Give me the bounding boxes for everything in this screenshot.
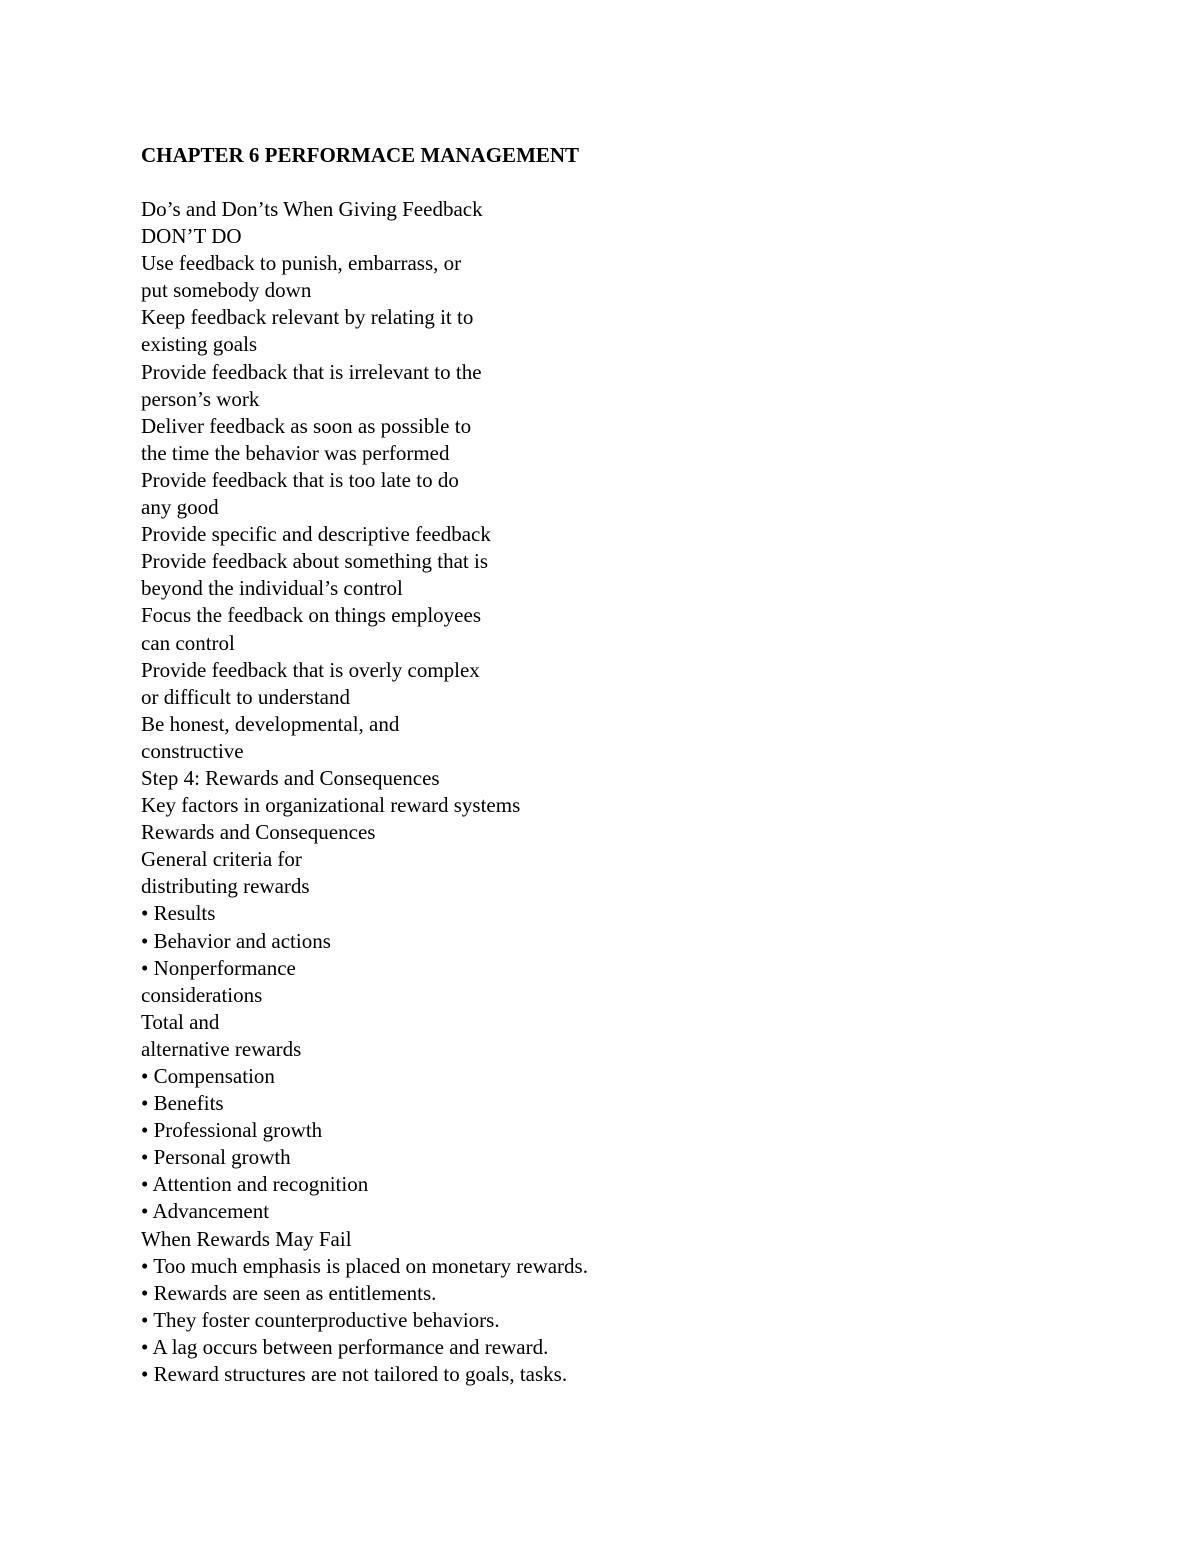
text-line: Be honest, developmental, and: [141, 711, 400, 736]
text-line: Use feedback to punish, embarrass, or: [141, 251, 462, 276]
text-line: Provide feedback that is overly complex: [141, 657, 480, 682]
text-line: Do’s and Don’ts When Giving Feedback: [141, 197, 483, 221]
text-line: considerations: [141, 982, 263, 1007]
text-line: • Advancement: [141, 1199, 270, 1224]
text-line: • Results: [141, 901, 216, 926]
text-line: Provide feedback that is too late to do: [141, 467, 459, 492]
text-line: • A lag occurs between performance and reward.: [141, 1334, 549, 1359]
text-line: Step 4: Rewards and Consequences: [141, 765, 440, 790]
text-line: • Too much emphasis is placed on monetary rewards.: [141, 1253, 588, 1278]
text-line: • Reward structures are not tailored to goals, tasks.: [141, 1362, 568, 1387]
text-line: • Behavior and actions: [141, 928, 331, 953]
text-line: Provide specific and descriptive feedback: [141, 522, 491, 547]
text-line: • They foster counterproductive behaviors.: [141, 1307, 500, 1332]
text-line: Rewards and Consequences: [141, 820, 376, 845]
text-line: • Benefits: [141, 1091, 224, 1116]
text-line: • Personal growth: [141, 1145, 291, 1170]
text-line: the time the behavior was performed: [141, 440, 450, 465]
text-line: • Nonperformance: [141, 955, 296, 980]
text-line: • Professional growth: [141, 1118, 323, 1143]
text-line: alternative rewards: [141, 1036, 302, 1061]
text-line: Key factors in organizational reward systems: [141, 793, 521, 818]
text-line: Total and: [141, 1009, 220, 1034]
text-line: person’s work: [141, 386, 260, 411]
text-line: Focus the feedback on things employees: [141, 603, 481, 628]
text-line: • Attention and recognition: [141, 1172, 369, 1197]
chapter-title: CHAPTER 6 PERFORMACE MANAGEMENT: [141, 143, 580, 167]
text-line: can control: [141, 630, 235, 655]
text-line: beyond the individual’s control: [141, 576, 403, 601]
text-line: • Rewards are seen as entitlements.: [141, 1280, 437, 1305]
document-body: [141, 142, 1041, 1388]
text-line: Provide feedback that is irrelevant to the: [141, 359, 482, 384]
text-line: • Compensation: [141, 1064, 275, 1088]
text-line: constructive: [141, 738, 244, 763]
text-line: put somebody down: [141, 278, 312, 303]
text-line: DON’T DO: [141, 224, 242, 249]
text-lines: [141, 196, 1041, 1388]
text-line: Keep feedback relevant by relating it to: [141, 305, 474, 330]
text-line: distributing rewards: [141, 874, 310, 899]
text-line: or difficult to understand: [141, 684, 350, 709]
text-line: Deliver feedback as soon as possible to: [141, 413, 472, 438]
text-line: any good: [141, 495, 219, 520]
text-line: existing goals: [141, 332, 258, 357]
text-line: General criteria for: [141, 847, 302, 872]
text-line: When Rewards May Fail: [141, 1226, 352, 1251]
text-line: Provide feedback about something that is: [141, 549, 489, 574]
